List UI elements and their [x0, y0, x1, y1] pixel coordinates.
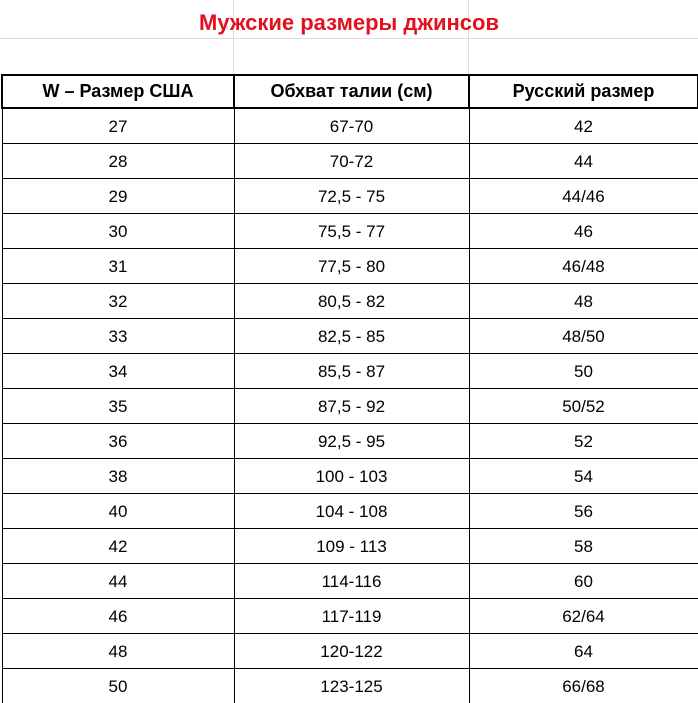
cell-us-size: 32	[2, 284, 234, 319]
cell-waist: 117-119	[234, 599, 469, 634]
cell-russian-size: 62/64	[469, 599, 698, 634]
cell-russian-size: 46	[469, 214, 698, 249]
cell-waist: 85,5 - 87	[234, 354, 469, 389]
cell-waist: 72,5 - 75	[234, 179, 469, 214]
cell-waist: 87,5 - 92	[234, 389, 469, 424]
table-row	[2, 599, 698, 634]
table-row	[2, 459, 698, 494]
cell-waist: 92,5 - 95	[234, 424, 469, 459]
gridline	[0, 38, 698, 39]
cell-russian-size: 48	[469, 284, 698, 319]
cell-russian-size: 44	[469, 144, 698, 179]
cell-waist: 109 - 113	[234, 529, 469, 564]
cell-russian-size: 48/50	[469, 319, 698, 354]
cell-russian-size: 66/68	[469, 669, 698, 703]
cell-us-size: 35	[2, 389, 234, 424]
cell-waist: 70-72	[234, 144, 469, 179]
table-row	[2, 284, 698, 319]
cell-russian-size: 50/52	[469, 389, 698, 424]
cell-waist: 67-70	[234, 108, 469, 144]
cell-russian-size: 64	[469, 634, 698, 669]
cell-russian-size: 46/48	[469, 249, 698, 284]
table-row	[2, 669, 698, 703]
table-row	[2, 179, 698, 214]
cell-us-size: 44	[2, 564, 234, 599]
cell-us-size: 50	[2, 669, 234, 703]
cell-russian-size: 42	[469, 108, 698, 144]
header-row	[2, 75, 698, 108]
table-row	[2, 214, 698, 249]
header-russian-size: Русский размер	[469, 75, 698, 108]
cell-us-size: 28	[2, 144, 234, 179]
table-row	[2, 389, 698, 424]
table-row	[2, 249, 698, 284]
cell-us-size: 34	[2, 354, 234, 389]
cell-waist: 123-125	[234, 669, 469, 703]
cell-russian-size: 50	[469, 354, 698, 389]
table-row	[2, 424, 698, 459]
cell-us-size: 40	[2, 494, 234, 529]
cell-waist: 80,5 - 82	[234, 284, 469, 319]
cell-us-size: 36	[2, 424, 234, 459]
cell-russian-size: 44/46	[469, 179, 698, 214]
cell-waist: 75,5 - 77	[234, 214, 469, 249]
cell-us-size: 48	[2, 634, 234, 669]
table-row	[2, 529, 698, 564]
page-title: Мужские размеры джинсов	[0, 8, 698, 38]
cell-waist: 114-116	[234, 564, 469, 599]
table-row	[2, 319, 698, 354]
table-row	[2, 564, 698, 599]
table-row	[2, 108, 698, 144]
table-row	[2, 494, 698, 529]
cell-us-size: 30	[2, 214, 234, 249]
header-us-size: W – Размер США	[2, 75, 234, 108]
cell-us-size: 42	[2, 529, 234, 564]
cell-us-size: 27	[2, 108, 234, 144]
table-body	[2, 108, 698, 703]
table-row	[2, 144, 698, 179]
cell-russian-size: 56	[469, 494, 698, 529]
cell-us-size: 46	[2, 599, 234, 634]
cell-waist: 77,5 - 80	[234, 249, 469, 284]
table-row	[2, 354, 698, 389]
cell-waist: 82,5 - 85	[234, 319, 469, 354]
cell-russian-size: 60	[469, 564, 698, 599]
cell-us-size: 31	[2, 249, 234, 284]
cell-russian-size: 54	[469, 459, 698, 494]
cell-russian-size: 58	[469, 529, 698, 564]
size-table	[1, 74, 698, 703]
cell-waist: 120-122	[234, 634, 469, 669]
cell-russian-size: 52	[469, 424, 698, 459]
cell-waist: 100 - 103	[234, 459, 469, 494]
cell-us-size: 38	[2, 459, 234, 494]
cell-us-size: 29	[2, 179, 234, 214]
cell-us-size: 33	[2, 319, 234, 354]
cell-waist: 104 - 108	[234, 494, 469, 529]
header-waist: Обхват талии (см)	[234, 75, 469, 108]
table-row	[2, 634, 698, 669]
